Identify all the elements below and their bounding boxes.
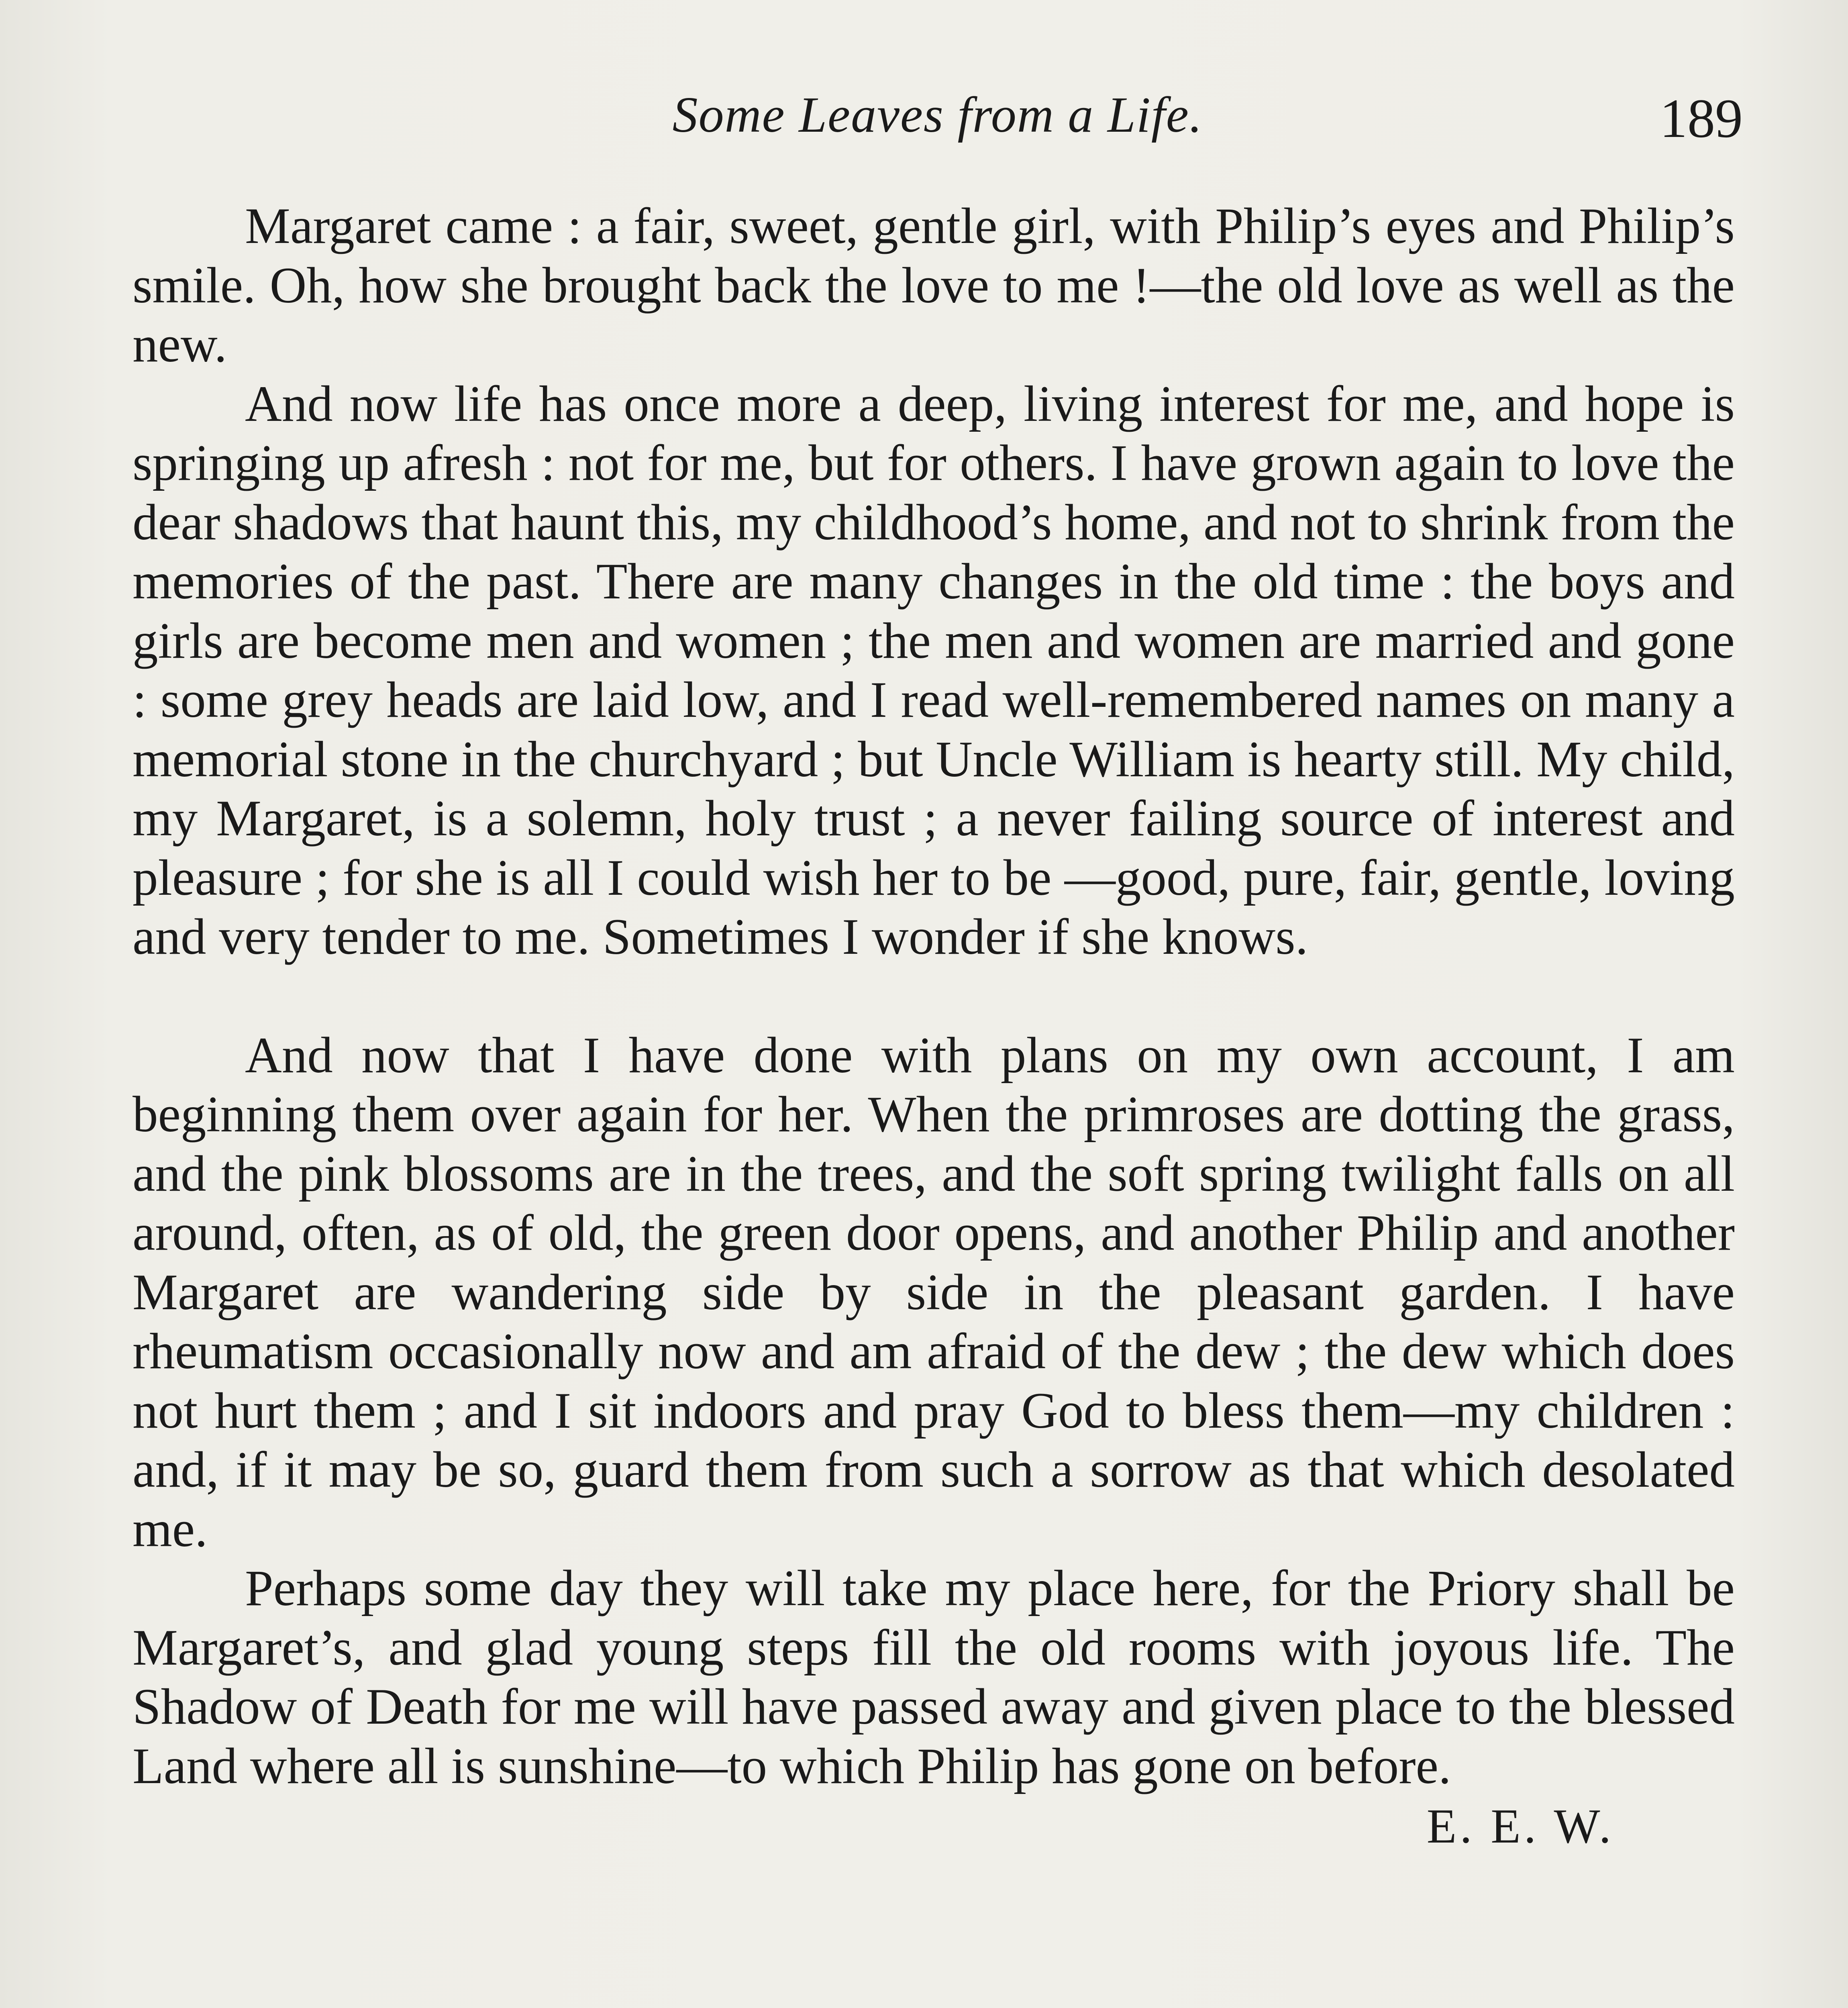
author-signature: E. E. W.	[1426, 1799, 1614, 1853]
running-title: Some Leaves from a Life.	[672, 87, 1203, 143]
body-text	[133, 197, 1735, 1856]
paragraph: And now that I have done with plans on my own account, I am beginning them over again for her. When the primroses are dotting the grass, and the pink blossoms are in the trees, and the soft spring twilight falls on all around, often, as of old, the green door opens, and another Philip and another Margaret are wandering side by side in the pleasant garden. I have rheumatism occasionally now and am afraid of the dew ; the dew which does not hurt them ; and I sit indoors and pray God to bless them—my children : and, if it may be so, guard them from such a sorrow as that which desolated me.	[133, 1027, 1735, 1557]
page-number: 189	[1660, 88, 1743, 149]
running-head	[133, 86, 1743, 167]
paragraph: And now life has once more a deep, living interest for me, and hope is springing up afresh : not for me, but for others. I have grown again to love the dear shadows that haunt this, my childhood’s home, and not to shrink from the memories of the past. There are many changes in the old time : the boys and girls are become men and women ; the men and women are married and gone : some grey heads are laid low, and I read well-remembered names on many a memorial stone in the churchyard ; but Uncle William is hearty still. My child, my Margaret, is a solemn, holy trust ; a never failing source of interest and pleasure ; for she is all I could wish her to be —good, pure, fair, gentle, loving and very tender to me. Sometimes I wonder if she knows.	[133, 375, 1735, 965]
paragraph: Margaret came : a fair, sweet, gentle girl, with Philip’s eyes and Philip’s smile. Oh, how she brought back the love to me !—the old love as well as the new.	[133, 198, 1735, 373]
paragraph: Perhaps some day they will take my place here, for the Priory shall be Margaret’s, and glad young steps fill the old rooms with joyous life. The Shadow of Death for me will have passed away and given place to the blessed Land where all is sunshine—to which Philip has gone on before.	[133, 1560, 1735, 1794]
